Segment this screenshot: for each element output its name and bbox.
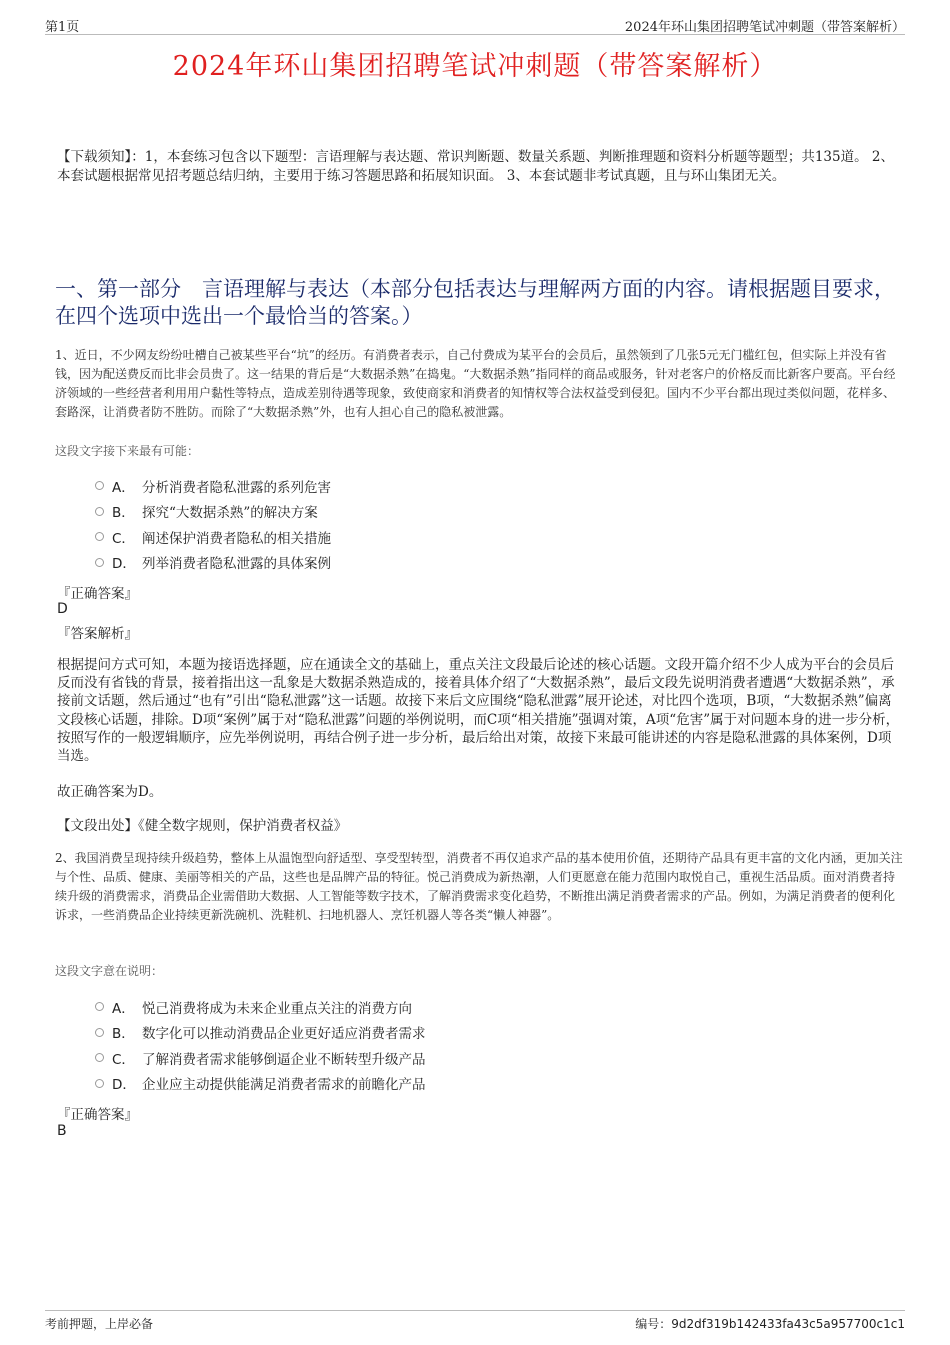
footer-code-block xyxy=(635,1315,905,1332)
question-1-text: 1、近日，不少网友纷纷吐槽自己被某些平台“坑”的经历。有消费者表示，自己付费成为某平台的会员后，虽然领到了几张5元无门槛红包，但实际上并没有省钱，因为配送费反而比非会员贵了。这一结果的背后是“大数据杀熟”在捣鬼。“大数据杀熟”指同样的商品或服务，针对老客户的价格反而比新客户要高。平台经济领域的一些经营者利用用户黏性等特点，造成差别待遇等现象，致使商家和消费者的知情权等合法权益受到侵犯。国内不少平台都出现过类似问题，花样多、套路深，让消费者防不胜防。而除了“大数据杀熟”外，也有人担心自己的隐私被泄露。 xyxy=(55,348,896,419)
answer-label: 『正确答案』 xyxy=(57,586,138,602)
option-a[interactable]: A． 悦己消费将成为未来企业重点关注的消费方向 xyxy=(95,994,426,1020)
page-number: 第1页 xyxy=(45,20,80,35)
header-doc-title: 2024年环山集团招聘笔试冲刺题（带答案解析） xyxy=(624,20,905,35)
question-1-options xyxy=(95,473,331,575)
radio-icon[interactable] xyxy=(95,532,104,541)
radio-icon[interactable] xyxy=(95,1002,104,1011)
footer-code-label: 编号： xyxy=(635,1317,672,1331)
option-a[interactable]: A． 分析消费者隐私泄露的系列危害 xyxy=(95,473,331,499)
conclusion-text: 故正确答案为D。 xyxy=(57,784,163,800)
source-text: 【文段出处】《健全数字规则，保护消费者权益》 xyxy=(57,818,348,834)
page-footer xyxy=(45,1310,905,1331)
section-heading: 一、第一部分 言语理解与表达（本部分包括表达与理解两方面的内容。请根据题目要求，在四个选项中选出一个最恰当的答案。） xyxy=(55,277,895,328)
answer-value: D xyxy=(57,601,68,617)
option-b[interactable]: B． 数字化可以推动消费品企业更好适应消费者需求 xyxy=(95,1020,426,1046)
option-c[interactable]: C． 阐述保护消费者隐私的相关措施 xyxy=(95,524,331,550)
analysis-text: 根据提问方式可知，本题为接语选择题，应在通读全文的基础上，重点关注文段最后论述的核心话题。文段开篇介绍不少人成为平台的会员后反而没有省钱的背景，接着指出这一乱象是大数据杀熟造成的，接着具体介绍了“大数据杀熟”，最后文段先说明消费者遭遇“大数据杀熟”，承接前文话题，然后通过“也有”引出“隐私泄露”这一话题。故接下来后文应围绕“隐私泄露”展开论述，对比四个选项，B项，“大数据杀熟”偏离文段核心话题，排除。D项“案例”属于对“隐私泄露”问题的举例说明，而C项“相关措施”强调对策，A项“危害”属于对问题本身的进一步分析，按照写作的一般逻辑顺序，应先举例说明，再结合例子进一步分析，最后给出对策，故接下来最可能讲述的内容是隐私泄露的具体案例，D项当选。 xyxy=(57,657,900,765)
question-2-text: 2、我国消费呈现持续升级趋势，整体上从温饱型向舒适型、享受型转型，消费者不再仅追求产品的基本使用价值，还期待产品具有更丰富的文化内涵，更加关注与个性、品质、健康、美丽等相关的产品，这些也是品牌产品的特征。悦己消费成为新热潮，人们更愿意在能力范围内取悦自己，重视生活品质。面对消费者持续升级的消费需求，消费品企业需借助大数据、人工智能等数字技术，了解消费需求变化趋势，不断推出满足消费者需求的产品。例如，为满足消费者的便利化诉求，一些消费品企业持续更新洗碗机、洗鞋机、扫地机器人、烹饪机器人等各类“懒人神器”。 xyxy=(55,851,903,922)
answer-value: B xyxy=(57,1123,67,1139)
radio-icon[interactable] xyxy=(95,481,104,490)
radio-icon[interactable] xyxy=(95,558,104,567)
footer-code: 9d2df319b142433fa43c5a957700c1c1 xyxy=(671,1317,905,1331)
option-c[interactable]: C． 了解消费者需求能够倒逼企业不断转型升级产品 xyxy=(95,1045,426,1071)
radio-icon[interactable] xyxy=(95,1053,104,1062)
option-d[interactable]: D． 列举消费者隐私泄露的具体案例 xyxy=(95,550,331,576)
page-title: 2024年环山集团招聘笔试冲刺题（带答案解析） xyxy=(172,51,778,82)
question-1-prompt: 这段文字接下来最有可能： xyxy=(55,444,200,458)
footer-slogan: 考前押题，上岸必备 xyxy=(45,1317,154,1331)
page-header xyxy=(45,14,905,35)
answer-label: 『正确答案』 xyxy=(57,1107,138,1123)
question-2-options xyxy=(95,994,426,1096)
radio-icon[interactable] xyxy=(95,1028,104,1037)
question-2-prompt: 这段文字意在说明： xyxy=(55,964,164,978)
radio-icon[interactable] xyxy=(95,1079,104,1088)
option-b[interactable]: B． 探究“大数据杀熟”的解决方案 xyxy=(95,499,331,525)
download-notice: 【下载须知】：1，本套练习包含以下题型：言语理解与表达题、常识判断题、数量关系题、判断推理题和资料分析题等题型；共135道。 2、本套试题根据常见招考题总结归纳，主要用于练习答题思路和拓展知识面。 3、本套试题非考试真题，且与环山集团无关。 xyxy=(57,149,894,184)
radio-icon[interactable] xyxy=(95,507,104,516)
analysis-label: 『答案解析』 xyxy=(57,626,138,642)
option-d[interactable]: D． 企业应主动提供能满足消费者需求的前瞻化产品 xyxy=(95,1071,426,1097)
